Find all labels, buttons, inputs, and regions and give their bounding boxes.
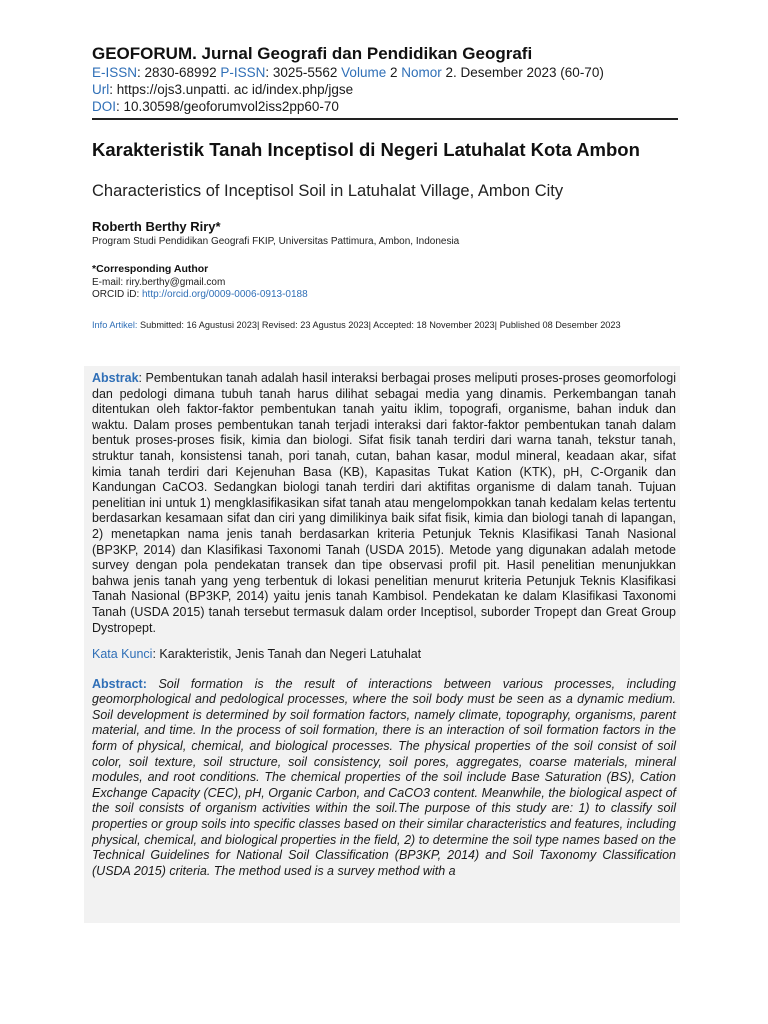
doi-label: DOI	[92, 99, 117, 114]
info-text: Submitted: 16 Agustusi 2023| Revised: 23 Agustus 2023| Accepted: 18 November 2023| Published 08 Desember 2023	[137, 320, 621, 330]
journal-title: GEOFORUM. Jurnal Geografi dan Pendidikan Geografi	[92, 44, 533, 63]
abstract-en-text: Soil formation is the result of interactions between various processes, including geomorphological and pedological processes, where the soil body must be seen as a dynamic medium. Soil development is determined by soil formation factors, namely climate, topography, organisms, parent material, and time. In the process of soil formation, there is an interaction of soil formation factors in the form of physical, chemical, and biological processes. The physical properties of the soil consist of soil color, soil texture, soil structure, soil consistency, soil pores, aggregates, coarse materials, mineral modules, and root conditions. The chemical properties of the soil include Base Saturation (BS), Cation Exchange Capacity (CEC), pH, Organic Carbon, and CaCO3 content. Meanwhile, the biological aspect of the soil consists of organism activities within the soil.The purpose of this study are: 1) to classify soil properties or group soils into specific classes based on their similar characteristics and features, including physical, chemical, and biological properties in the field, 2) to determine the soil type names based on the Technical Guidelines for National Soil Classification (BP3KP, 2014) and Soil Taxonomy Classification (USDA 2015) criteria. The method used is a survey method with a	[92, 676, 676, 878]
eissn-label: E-ISSN	[92, 65, 138, 80]
orcid-link[interactable]: http://orcid.org/0009-0006-0913-0188	[142, 289, 308, 300]
journal-header	[92, 44, 678, 115]
nomor-label: Nomor	[401, 65, 442, 80]
abstract-id-text: : Pembentukan tanah adalah hasil interaksi berbagai proses meliputi proses-proses geomorfologi dan pedologi dimana tubuh tanah harus dilihat sebagai media yang dinamis. Perkembangan tanah ditentukan oleh faktor-faktor pembentukan tanah yaitu iklim, topografi, organisme, bahan induk dan waktu. Dalam proses pembentukan tanah terjadi interaksi dari faktor-faktor pembentukan tanah dalam bentuk proses-proses fisik, kimia dan biologi. Sifat fisik tanah terdiri dari warna tanah, tekstur tanah, struktur tanah, konsistensi tanah, pori tanah, cutan, bahan kasar, modul mineral, keadaan akar, sifat kimia tanah terdiri dari Kejenuhan Basa (KB), Kapasitas Tukat Kation (KTK), pH, C-Organik dan Kandungan CaCO3. Sedangkan biologi tanah terdiri dari aktifitas organisme di dalam tanah. Tujuan penelitian ini untuk 1) mengklasifikasikan sifat tanah atau mengelompokkan tanah kedalam kelas tertentu berdasarkan kesamaan sifat dan ciri yang dimilikinya baik sifat fisik, kimia dan biologi tanah di lapangan, 2) menetapkan nama jenis tanah berdasarkan kriteria Petunjuk Teknis Klasifikasi Tanah Nasional (BP3KP, 2014) dan Klasifikasi Taxonomi Tanah (USDA 2015). Metode yang digunakan adalah metode survey dengan pola pendekatan transek dan tipe observasi profil pit. Hasil penelitian menunjukkan bahwa jenis tanah yang yeng terbentuk di lokasi penelitian menurut kriteria Petunjuk Teknis Klasifikasi Tanah Nasional (BP3KP, 2014) yaitu jenis tanah Kambisol. Pendekatan ke dalam Klasifikasi Taxonomi Tanah (USDA 2015) tanah tersebut termasuk dalam order Inceptisol, suborder Tropept dan Great Group Dystropept.	[92, 371, 676, 635]
author-name: Roberth Berthy Riry*	[92, 219, 221, 234]
pissn-value: : 3025-5562	[265, 65, 342, 80]
keywords-label: Kata Kunci	[92, 647, 153, 662]
volume-label: Volume	[341, 65, 387, 80]
url-line	[92, 81, 678, 98]
abstract-en-label: Abstract:	[92, 676, 147, 691]
header-divider	[92, 118, 678, 120]
doi-line	[92, 98, 678, 115]
abstract-id-label: Abstrak	[92, 371, 139, 385]
corresponding-email[interactable]: E-mail: riry.berthy@gmail.com	[92, 277, 226, 288]
keywords	[92, 647, 676, 663]
article-title-id: Karakteristik Tanah Inceptisol di Negeri Latuhalat Kota Ambon	[92, 139, 640, 160]
volume-value: 2	[386, 65, 402, 80]
eissn-value: : 2830-68992	[137, 65, 221, 80]
keywords-text: : Karakteristik, Jenis Tanah dan Negeri Latuhalat	[152, 647, 422, 662]
url-label: Url	[92, 82, 110, 97]
article-title-en: Characteristics of Inceptisol Soil in Latuhalat Village, Ambon City	[92, 182, 564, 200]
nomor-value: 2. Desember 2023 (60-70)	[441, 65, 604, 80]
corresponding-heading: *Corresponding Author	[92, 263, 209, 275]
info-label: Info Artikel:	[92, 320, 138, 330]
abstract-id	[92, 371, 676, 636]
orcid-line	[92, 289, 308, 300]
author-affiliation: Program Studi Pendidikan Geografi FKIP, Universitas Pattimura, Ambon, Indonesia	[92, 236, 460, 247]
url-value[interactable]: : https://ojs3.unpatti. ac id/index.php/jgse	[109, 82, 354, 97]
orcid-label: ORCID iD:	[92, 289, 142, 300]
abstract-box	[84, 366, 680, 923]
doi-value[interactable]: : 10.30598/geoforumvol2iss2pp60-70	[116, 99, 339, 114]
issn-line	[92, 64, 678, 81]
abstract-en	[92, 677, 676, 880]
pissn-label: P-ISSN	[220, 65, 266, 80]
article-info	[92, 319, 677, 331]
